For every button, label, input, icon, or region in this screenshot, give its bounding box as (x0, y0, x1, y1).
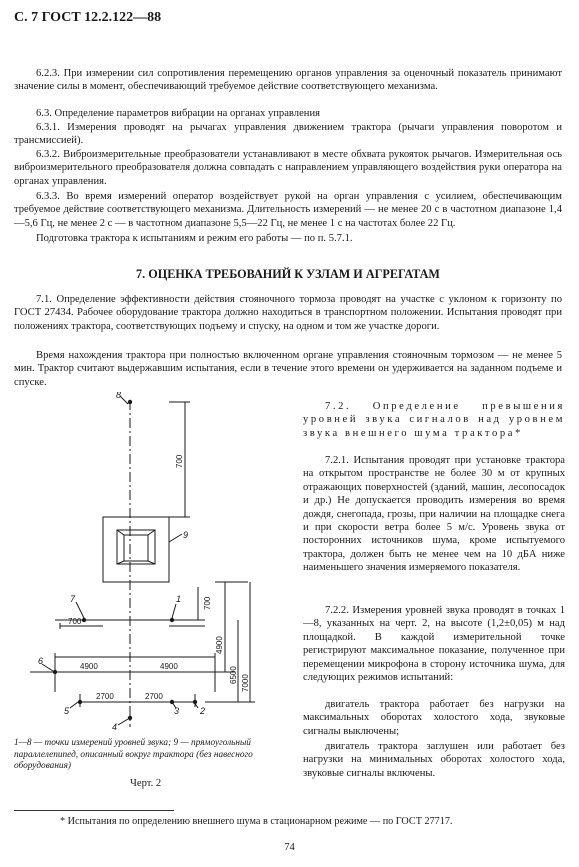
paragraph-preparation: Подготовка трактора к испытаниям и режим его работы — по п. 5.7.1. (36, 233, 353, 244)
label-point-5: 5 (64, 706, 70, 716)
dim-7000: 7000 (241, 674, 250, 692)
paragraph-7-1: 7.1. Определение эффективности действия стояночного тормоза проводят на участке с уклоном к горизонту по ГОСТ 27434. Рабочее оборудование трактора должно находиться в транспортном положении. Испытания проводят при положениях трактора, соответствующих подъему и спуску, на одном и том же участке дороги. (14, 294, 562, 332)
point-2-marker (193, 700, 197, 704)
mode-engine-running: двигатель трактора работает без нагрузки на максимальных оборотах холостого хода, звуковые сигналы выключены; (303, 699, 565, 737)
footnote-rule (14, 810, 174, 811)
paragraph-7-2-2: 7.2.2. Измерения уровней звука проводят в точках 1—8, указанных на черт. 2, на высоте (1,2±0,05) м над площадкой. В каждой измерительной точке регистрируют максимальное показание, полученное при перемещении микрофона в сторону источника шума, для следующих режимов испытаний: (303, 605, 565, 684)
section-title-7: 7. ОЦЕНКА ТРЕБОВАНИЙ К УЗЛАМ И АГРЕГАТАМ (136, 267, 440, 281)
paragraph-6-3-1: 6.3.1. Измерения проводят на рычагах управления движением трактора (рычаги управления поворотом и трансмиссией). (14, 122, 562, 147)
paragraph-6-2-3: 6.2.3. При измерении сил сопротивления перемещению органов управления за оценочный показатель принимают значение силы в момент, обеспечивающий требуемое действие соответствующего механизма. (14, 68, 562, 93)
dim-700-left: 700 (68, 617, 82, 626)
point-3-marker (170, 700, 174, 704)
label-point-4: 4 (112, 722, 118, 732)
figure-label: Черт. 2 (130, 778, 162, 789)
paragraph-6-3-2: 6.3.2. Виброизмерительные преобразователи устанавливают в месте обхвата рукояток рычагов. Измерительная ось виброизмерительного преобразователя должна совпадать с направлением управляющего воздействия руки оператора на органах управления. (14, 149, 562, 187)
figure-caption: 1—8 — точки измерений уровней звука; 9 — прямоугольный параллелепипед, описанный вокруг трактора (без навесного оборудования) (14, 738, 253, 772)
label-point-7: 7 (70, 594, 76, 604)
dim-700-side: 700 (203, 596, 212, 610)
dim-6500: 6500 (229, 666, 238, 684)
point-4-marker (128, 716, 132, 720)
paragraph-7-2 (303, 400, 565, 440)
label-point-3: 3 (174, 706, 180, 716)
dim-2700-left: 2700 (96, 692, 114, 701)
label-point-9: 9 (183, 530, 189, 540)
dim-700-top: 700 (175, 454, 184, 468)
paragraph-6-3-3: 6.3.3. Во время измерений оператор воздействует рукой на орган управления с усилием, обеспечивающим требуемое действие соответствующего механизма. Длительность измерений — не менее 20 с в частотном диапазоне 1,4—5,6 Гц, не менее 2 с — в частотном диапазоне 5,5—22 Гц, не менее 1 с на частотах более 22 Гц. (14, 191, 562, 229)
dim-4900-right: 4900 (160, 662, 178, 671)
point-7-marker (82, 618, 86, 622)
paragraph-7-2-1: 7.2.1. Испытания проводят при установке трактора на открытом пространстве не более 30 м от крупных отражающих поверхностей (зданий, машин, лесопосадок и др.) Не допускается проводить измерения во время дождя, снегопада, грозы, при наличии на площадке снега и при скорости ветра более 5 м/с. Уровень звука от посторонних источников шума, кроме испытуемого трактора, должен быть не менее чем на 10 дБА ниже наименьшего значения измеряемого показателя. (303, 455, 565, 574)
footnote: * Испытания по определению внешнего шума в стационарном режиме — по ГОСТ 27717. (60, 816, 453, 827)
heading-7-2: 7.2. Определение превышения уровней звука сигналов над уровнем звука внешнего шума трактора* (303, 401, 565, 439)
point-1-marker (170, 618, 174, 622)
point-8-marker (128, 400, 132, 404)
dim-2700-right: 2700 (145, 692, 163, 701)
page-header: С. 7 ГОСТ 12.2.122—88 (14, 10, 162, 25)
paragraph-6-3: 6.3. Определение параметров вибрации на органах управления (36, 108, 320, 119)
dim-4900-left: 4900 (80, 662, 98, 671)
label-point-8: 8 (116, 392, 122, 400)
page-number: 74 (284, 842, 295, 853)
label-point-2: 2 (200, 706, 206, 716)
dim-4900-vertical: 4900 (215, 636, 224, 654)
paragraph-7-1-time: Время нахождения трактора при полностью включенном органе управления стояночным тормозом — не менее 5 мин. Трактор считают выдержавшим испытания, если в течение этого времени он удерживается на заданном подъеме и спуске. (14, 350, 562, 388)
label-point-6: 6 (38, 656, 44, 666)
measurement-points-diagram (0, 392, 300, 732)
label-point-1: 1 (176, 594, 182, 604)
point-6-marker (53, 670, 57, 674)
mode-engine-stopped: двигатель трактора заглушен или работает без нагрузки на минимальных оборотах холостого хода, звуковые сигналы включены. (303, 741, 565, 779)
point-5-marker (78, 700, 82, 704)
